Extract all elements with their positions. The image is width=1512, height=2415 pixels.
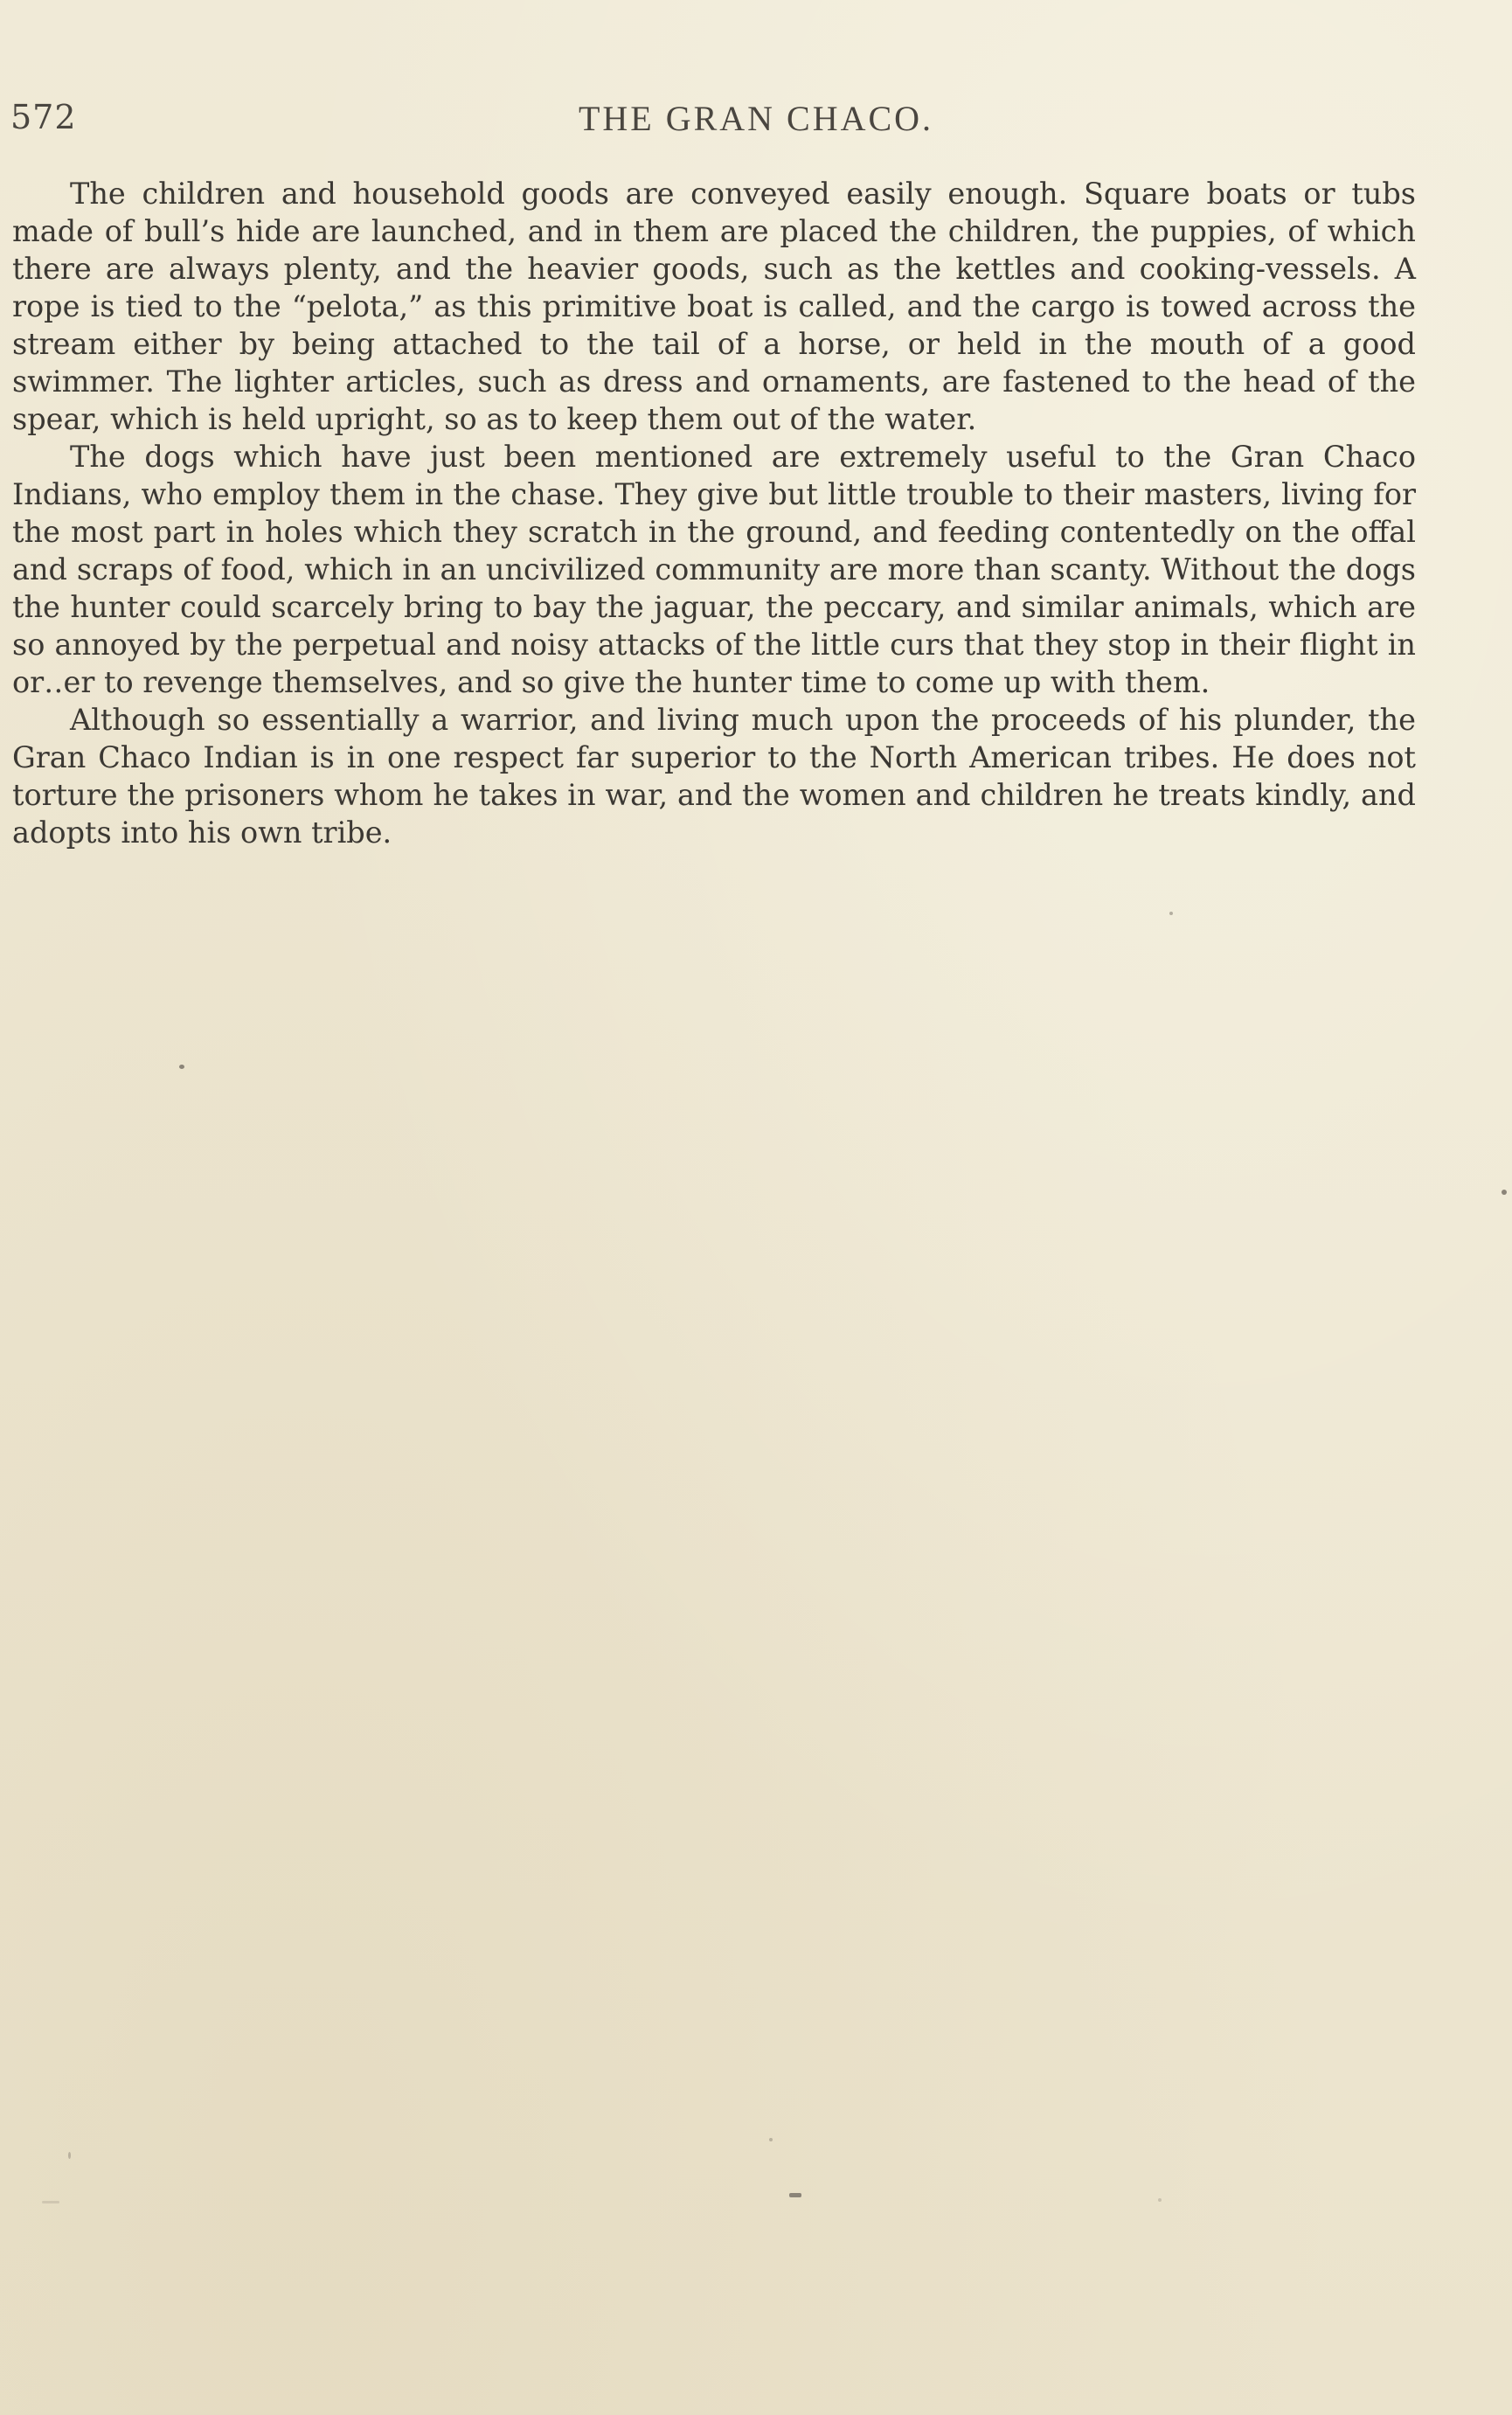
paper-speck bbox=[1169, 912, 1173, 915]
paper-speck bbox=[769, 2138, 773, 2141]
page-number: 572 bbox=[10, 98, 77, 136]
paragraph-1: The children and household goods are conveyed easily enough. Square boats or tubs made of bull’s hide are launched, and in them are placed the children, the puppies, of which there are always plenty, and the heavier goods, such as the kettles and cooking-vessels. A rope is tied to the “pelota,” as this primitive boat is called, and the cargo is towed across the stream either by being attached to the tail of a horse, or held in the mouth of a good swimmer. The lighter articles, such as dress and ornaments, are fastened to the head of the spear, which is held upright, so as to keep them out of the water. bbox=[12, 177, 1416, 436]
paper-speck bbox=[789, 2193, 801, 2197]
paper-speck bbox=[68, 2152, 71, 2159]
paper-speck bbox=[1502, 1190, 1507, 1195]
paper-speck bbox=[42, 2201, 59, 2203]
running-head-title: THE GRAN CHACO. bbox=[578, 99, 934, 138]
paper-speck bbox=[1158, 2198, 1162, 2202]
paragraph-3: Although so essentially a warrior, and living much upon the proceeds of his plunder, the Gran Chaco Indian is in one respect far superior to the North American tribes. He does not torture the prisoners whom he takes in war, and the women and children he treats kindly, and adopts into his own tribe. bbox=[12, 703, 1416, 850]
paragraph-2: The dogs which have just been mentioned are extremely useful to the Gran Chaco Indians, who employ them in the chase. They give but little trouble to their masters, living for the most part in holes which they scratch in the ground, and feeding contentedly on the offal and scraps of food, which in an uncivilized community are more than scanty. Without the dogs the hunter could scarcely bring to bay the jaguar, the peccary, and similar animals, which are so annoyed by the perpetual and noisy attacks of the little curs that they stop in their flight in or‥er to revenge themselves, and so give the hunter time to come up with them. bbox=[12, 440, 1416, 699]
paper-speck bbox=[179, 1065, 184, 1069]
body-text bbox=[12, 175, 1416, 851]
